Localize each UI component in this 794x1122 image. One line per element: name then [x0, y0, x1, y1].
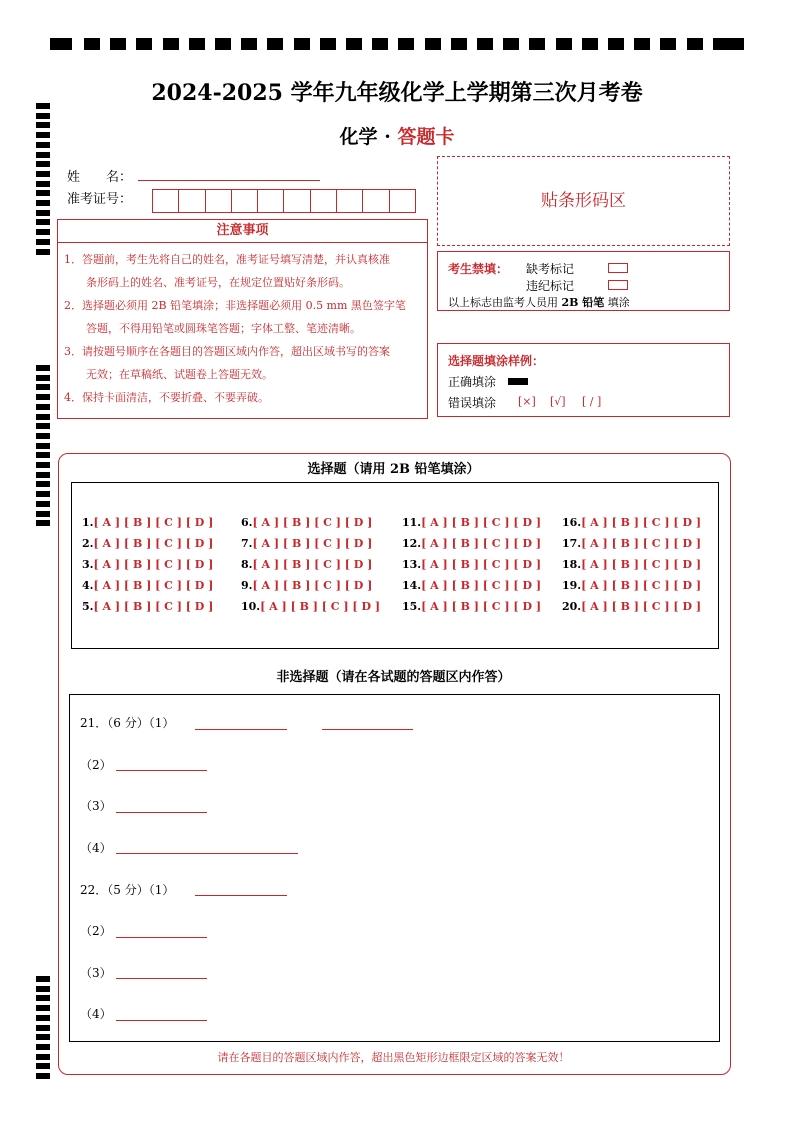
- id-label: 准考证号：: [67, 192, 133, 207]
- mc-question-number: 9.: [241, 579, 253, 592]
- mc-options[interactable]: [ A ] [ B ] [ C ] [ D ]: [252, 516, 373, 529]
- q21-3-blank[interactable]: [116, 812, 207, 813]
- timing-mark: [36, 433, 50, 439]
- wrong-mark-cross: [×]: [518, 395, 536, 408]
- timing-mark: [503, 38, 519, 50]
- timing-mark: [36, 365, 50, 371]
- q21-1-blank-a[interactable]: [195, 729, 287, 730]
- timing-mark: [36, 986, 50, 992]
- q22-1-blank[interactable]: [195, 895, 287, 896]
- timing-mark: [36, 511, 50, 517]
- timing-mark: [267, 38, 283, 50]
- correct-fill-mark: [508, 378, 528, 385]
- mc-question-3[interactable]: [82, 558, 213, 571]
- timing-mark: [36, 384, 50, 390]
- timing-mark: [163, 38, 179, 50]
- timing-mark: [36, 229, 50, 235]
- timing-mark: [36, 161, 50, 167]
- mc-question-8[interactable]: [241, 558, 372, 571]
- correct-fill-label: 正确填涂: [448, 375, 497, 389]
- timing-mark: [36, 394, 50, 400]
- q22-2-blank[interactable]: [116, 937, 207, 938]
- q21-3-label: （3）: [80, 799, 112, 813]
- timing-mark: [608, 38, 624, 50]
- q21-1-blank-b[interactable]: [322, 729, 413, 730]
- mc-question-number: 1.: [82, 516, 94, 529]
- absent-mark-box[interactable]: [608, 263, 628, 273]
- timing-mark: [110, 38, 126, 50]
- notice-item: 1．答题前，考生先将自己的姓名，准考证号填写清楚，并认真核准: [64, 253, 390, 266]
- forbidden-note: 以上标志由监考人员用 2B 铅笔 填涂: [448, 296, 630, 309]
- mc-question-number: 4.: [82, 579, 94, 592]
- card-name: 答题卡: [397, 126, 455, 148]
- timing-marks-top: [50, 38, 744, 50]
- absent-mark-label: 缺考标记: [526, 262, 575, 276]
- mc-question-number: 16.: [562, 516, 582, 529]
- notice-item: 2．选择题必须用 2B 铅笔填涂；非选择题必须用 0.5 mm 黑色签字笔: [64, 299, 406, 312]
- mc-question-number: 7.: [241, 537, 253, 550]
- timing-mark: [36, 501, 50, 507]
- timing-mark: [36, 491, 50, 497]
- mc-options[interactable]: [ A ] [ B ] [ C ] [ D ]: [581, 600, 702, 613]
- timing-mark: [84, 38, 100, 50]
- mc-question-14[interactable]: [402, 579, 541, 592]
- mc-question-number: 12.: [402, 537, 422, 550]
- q21-label: 21．（6 分）（1）: [80, 716, 175, 730]
- mc-question-number: 5.: [82, 600, 94, 613]
- notice-item: 答题，不得用铅笔或圆珠笔答题；字体工整、笔迹清晰。: [64, 322, 361, 335]
- exam-id-boxes[interactable]: [152, 189, 416, 213]
- fill-sample-title: 选择题填涂样例：: [448, 354, 545, 368]
- timing-mark: [451, 38, 467, 50]
- mc-options[interactable]: [ A ] [ B ] [ C ] [ D ]: [581, 579, 702, 592]
- mc-question-15[interactable]: [402, 600, 541, 613]
- mc-question-number: 2.: [82, 537, 94, 550]
- timing-mark: [346, 38, 362, 50]
- wrong-mark-check: [√]: [550, 395, 566, 408]
- q21-4-label: （4）: [80, 841, 112, 855]
- q21-2-label: （2）: [80, 758, 112, 772]
- timing-mark: [36, 152, 50, 158]
- timing-mark: [36, 423, 50, 429]
- mc-question-number: 20.: [562, 600, 582, 613]
- mc-options[interactable]: [ A ] [ B ] [ C ] [ D ]: [581, 516, 702, 529]
- timing-mark: [36, 1044, 50, 1050]
- mc-options[interactable]: [ A ] [ B ] [ C ] [ D ]: [581, 558, 702, 571]
- timing-mark: [720, 38, 744, 50]
- mc-answer-box: [71, 482, 719, 649]
- timing-mark: [36, 210, 50, 216]
- mc-options[interactable]: [ A ] [ B ] [ C ] [ D ]: [252, 558, 373, 571]
- mc-options[interactable]: [ A ] [ B ] [ C ] [ D ]: [93, 516, 214, 529]
- timing-mark: [36, 404, 50, 410]
- timing-mark: [36, 414, 50, 420]
- mc-question-13[interactable]: [402, 558, 541, 571]
- mc-options[interactable]: [ A ] [ B ] [ C ] [ D ]: [93, 579, 214, 592]
- timing-mark: [529, 38, 545, 50]
- timing-mark: [425, 38, 441, 50]
- forbidden-box: [437, 251, 730, 311]
- mc-question-18[interactable]: [562, 558, 701, 571]
- mc-options[interactable]: [ A ] [ B ] [ C ] [ D ]: [421, 516, 542, 529]
- timing-mark: [50, 38, 72, 50]
- mc-options[interactable]: [ A ] [ B ] [ C ] [ D ]: [93, 600, 214, 613]
- mc-question-number: 3.: [82, 558, 94, 571]
- notice-heading: 注意事项: [58, 220, 427, 243]
- mc-question-number: 8.: [241, 558, 253, 571]
- mc-question-number: 18.: [562, 558, 582, 571]
- timing-mark: [36, 249, 50, 255]
- mc-options[interactable]: [ A ] [ B ] [ C ] [ D ]: [421, 600, 542, 613]
- mc-options[interactable]: [ A ] [ B ] [ C ] [ D ]: [421, 579, 542, 592]
- notice-item: 4．保持卡面清洁，不要折叠、不要弄破。: [64, 391, 269, 404]
- fill-sample-box: [437, 343, 730, 417]
- violation-mark-box[interactable]: [608, 280, 628, 290]
- timing-mark: [36, 200, 50, 206]
- mc-question-number: 19.: [562, 579, 582, 592]
- mc-options[interactable]: [ A ] [ B ] [ C ] [ D ]: [421, 537, 542, 550]
- mc-question-number: 6.: [241, 516, 253, 529]
- timing-mark: [660, 38, 676, 50]
- timing-mark: [36, 113, 50, 119]
- q22-label: 22．（5 分）（1）: [80, 883, 175, 897]
- card-subtitle: [0, 122, 794, 149]
- notice-item: 无效；在草稿纸、试题卷上答题无效。: [64, 368, 273, 381]
- timing-mark: [36, 1015, 50, 1021]
- forbidden-label: 考生禁填：: [448, 262, 509, 276]
- mc-options[interactable]: [ A ] [ B ] [ C ] [ D ]: [252, 579, 373, 592]
- timing-mark: [634, 38, 650, 50]
- timing-mark: [582, 38, 598, 50]
- mc-options[interactable]: [ A ] [ B ] [ C ] [ D ]: [93, 537, 214, 550]
- timing-mark: [36, 190, 50, 196]
- mc-question-17[interactable]: [562, 537, 701, 550]
- mc-question-5[interactable]: [82, 600, 213, 613]
- mc-question-20[interactable]: [562, 600, 701, 613]
- notice-item: 3．请按题号顺序在各题目的答题区域内作答，超出区域书写的答案: [64, 345, 390, 358]
- mc-question-7[interactable]: [241, 537, 372, 550]
- mc-question-11[interactable]: [402, 516, 541, 529]
- timing-mark: [36, 1073, 50, 1079]
- mc-options[interactable]: [ A ] [ B ] [ C ] [ D ]: [421, 558, 542, 571]
- timing-mark: [215, 38, 231, 50]
- timing-mark: [136, 38, 152, 50]
- mc-question-number: 10.: [241, 600, 261, 613]
- mc-question-2[interactable]: [82, 537, 213, 550]
- timing-mark: [320, 38, 336, 50]
- timing-mark: [36, 171, 50, 177]
- timing-mark: [36, 481, 50, 487]
- timing-mark: [36, 1034, 50, 1040]
- mc-question-4[interactable]: [82, 579, 213, 592]
- q22-3-blank[interactable]: [116, 978, 207, 979]
- notice-item: 条形码上的姓名、准考证号，在规定位置贴好条形码。: [64, 276, 350, 289]
- timing-mark: [241, 38, 257, 50]
- timing-mark: [36, 976, 50, 982]
- timing-mark: [36, 1063, 50, 1069]
- mc-options[interactable]: [ A ] [ B ] [ C ] [ D ]: [581, 537, 702, 550]
- name-field[interactable]: [138, 180, 320, 181]
- q21-4-blank[interactable]: [116, 853, 298, 854]
- timing-mark: [294, 38, 310, 50]
- mc-question-number: 13.: [402, 558, 422, 571]
- q22-2-label: （2）: [80, 924, 112, 938]
- timing-mark: [36, 1054, 50, 1060]
- mc-section-title: 选择题（请用 2B 铅笔填涂）: [307, 462, 480, 477]
- timing-mark: [36, 443, 50, 449]
- mc-question-number: 11.: [402, 516, 422, 529]
- mc-question-19[interactable]: [562, 579, 701, 592]
- timing-mark: [687, 38, 703, 50]
- mc-question-9[interactable]: [241, 579, 372, 592]
- timing-mark: [189, 38, 205, 50]
- separator: ·: [384, 126, 391, 148]
- name-label: 姓 名：: [67, 170, 133, 185]
- timing-mark: [36, 375, 50, 381]
- timing-mark: [36, 520, 50, 526]
- mc-options[interactable]: [ A ] [ B ] [ C ] [ D ]: [260, 600, 381, 613]
- violation-mark-label: 违纪标记: [526, 279, 575, 293]
- mc-question-number: 17.: [562, 537, 582, 550]
- timing-mark: [398, 38, 414, 50]
- wrong-mark-slash: [ / ]: [582, 395, 602, 408]
- timing-mark: [372, 38, 388, 50]
- timing-mark: [477, 38, 493, 50]
- barcode-area: 贴条形码区: [437, 156, 730, 246]
- mc-question-6[interactable]: [241, 516, 372, 529]
- q22-3-label: （3）: [80, 966, 112, 980]
- timing-mark: [36, 452, 50, 458]
- timing-mark: [556, 38, 572, 50]
- timing-mark: [36, 1025, 50, 1031]
- mc-question-12[interactable]: [402, 537, 541, 550]
- page-title: 2024-2025 学年九年级化学上学期第三次月考卷: [151, 80, 643, 106]
- mc-question-1[interactable]: [82, 516, 213, 529]
- timing-mark: [36, 995, 50, 1001]
- fr-answer-box: [69, 694, 720, 1042]
- timing-mark: [36, 462, 50, 468]
- q22-4-blank[interactable]: [116, 1020, 207, 1021]
- mc-options[interactable]: [ A ] [ B ] [ C ] [ D ]: [252, 537, 373, 550]
- q21-2-blank[interactable]: [116, 770, 207, 771]
- mc-question-16[interactable]: [562, 516, 701, 529]
- timing-mark: [36, 1005, 50, 1011]
- timing-mark: [36, 239, 50, 245]
- subject-label: 化学: [339, 126, 378, 148]
- fr-section-title: 非选择题（请在各试题的答题区内作答）: [276, 670, 511, 685]
- mc-question-number: 14.: [402, 579, 422, 592]
- wrong-fill-label: 错误填涂: [448, 396, 497, 410]
- timing-mark: [36, 181, 50, 187]
- timing-mark: [36, 472, 50, 478]
- notice-box: [57, 219, 428, 419]
- mc-options[interactable]: [ A ] [ B ] [ C ] [ D ]: [93, 558, 214, 571]
- footer-warning: 请在各题目的答题区域内作答，超出黑色矩形边框限定区域的答案无效！: [217, 1051, 570, 1064]
- mc-question-number: 15.: [402, 600, 422, 613]
- mc-question-10[interactable]: [241, 600, 380, 613]
- q22-4-label: （4）: [80, 1007, 112, 1021]
- timing-mark: [36, 219, 50, 225]
